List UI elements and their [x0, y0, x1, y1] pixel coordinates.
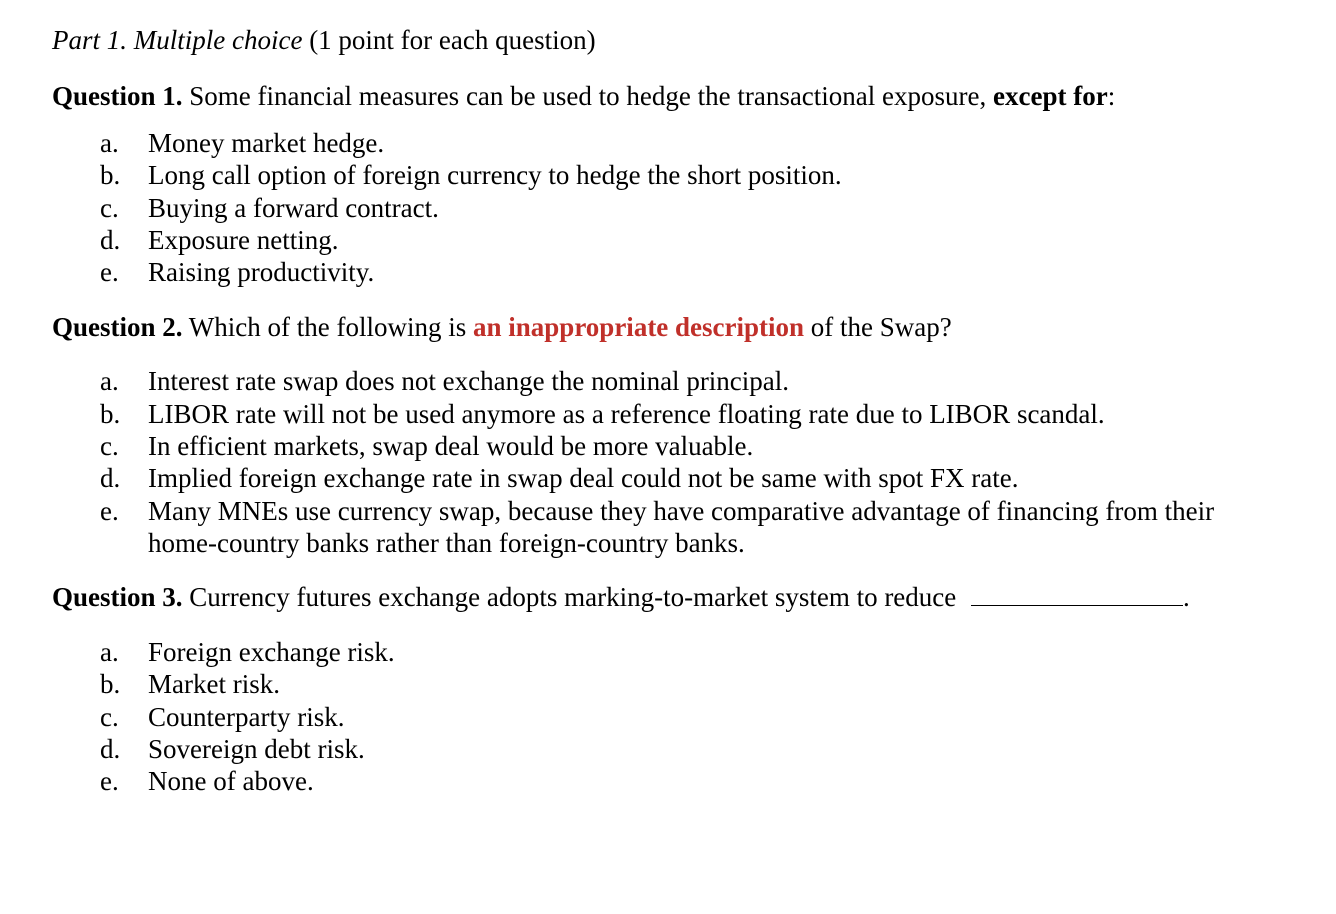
- question-emphasis: except for: [993, 81, 1108, 112]
- question-text: Which of the following is: [188, 311, 467, 342]
- question-text: Some financial measures can be used to hedge the transactional exposure,: [189, 81, 987, 112]
- points-note: (1 point for each question): [309, 25, 596, 55]
- option-letter: c.: [100, 430, 119, 461]
- question-emphasis: an inappropriate description: [473, 311, 805, 342]
- option-letter: a.: [100, 366, 119, 397]
- option-text: Interest rate swap does not exchange the nominal principal.: [148, 366, 790, 397]
- option-text: Market risk.: [148, 669, 280, 700]
- option-letter: d.: [100, 734, 121, 765]
- option-text: In efficient markets, swap deal would be more valuable.: [148, 430, 754, 461]
- question-2: [52, 311, 1336, 343]
- question-1-options: [52, 127, 1336, 289]
- question-text: Currency futures exchange adopts marking-to-market system to reduce: [189, 582, 957, 613]
- part-title: Part 1. Multiple choice: [52, 25, 303, 55]
- question-2-options: [52, 365, 1336, 559]
- option-letter: a.: [100, 127, 119, 158]
- option-text: Many MNEs use currency swap, because they have comparative advantage of financing from their home-country banks rather than foreign-country banks.: [148, 495, 1215, 559]
- question-text-after: of the Swap?: [810, 311, 952, 342]
- question-1: [52, 80, 1336, 112]
- option-text: Counterparty risk.: [148, 701, 345, 732]
- option-text: Raising productivity.: [148, 257, 375, 288]
- option-item: [96, 701, 1336, 733]
- option-item: [96, 495, 1336, 560]
- option-item: [96, 430, 1336, 462]
- option-item: [96, 636, 1336, 668]
- option-letter: b.: [100, 398, 121, 429]
- option-item: [96, 365, 1336, 397]
- option-item: [96, 765, 1336, 797]
- question-text-after: :: [1107, 81, 1116, 112]
- option-text: Sovereign debt risk.: [148, 734, 365, 765]
- option-text: None of above.: [148, 766, 314, 797]
- option-letter: a.: [100, 636, 119, 667]
- question-label: Question 2.: [52, 311, 183, 342]
- option-letter: c.: [100, 701, 119, 732]
- option-item: [96, 668, 1336, 700]
- option-text: LIBOR rate will not be used anymore as a reference floating rate due to LIBOR scandal.: [148, 398, 1105, 429]
- question-3-options: [52, 636, 1336, 798]
- option-letter: c.: [100, 192, 119, 223]
- option-letter: d.: [100, 463, 121, 494]
- option-text: Exposure netting.: [148, 224, 339, 255]
- option-item: [96, 398, 1336, 430]
- option-item: [96, 159, 1336, 191]
- option-letter: b.: [100, 669, 121, 700]
- option-letter: e.: [100, 257, 119, 288]
- option-item: [96, 224, 1336, 256]
- option-item: [96, 462, 1336, 494]
- option-letter: e.: [100, 766, 119, 797]
- option-text: Buying a forward contract.: [148, 192, 439, 223]
- option-item: [96, 127, 1336, 159]
- option-item: [96, 256, 1336, 288]
- option-letter: b.: [100, 160, 121, 191]
- question-3: [52, 581, 1336, 613]
- option-text: Money market hedge.: [148, 127, 385, 158]
- option-text: Implied foreign exchange rate in swap deal could not be same with spot FX rate.: [148, 463, 1019, 494]
- question-text-after: .: [1183, 582, 1190, 613]
- question-label: Question 3.: [52, 582, 183, 613]
- option-item: [96, 192, 1336, 224]
- part-header: [52, 24, 1336, 56]
- option-item: [96, 733, 1336, 765]
- option-letter: d.: [100, 224, 121, 255]
- option-letter: e.: [100, 495, 119, 526]
- question-label: Question 1.: [52, 81, 183, 112]
- option-text: Long call option of foreign currency to hedge the short position.: [148, 160, 842, 191]
- option-text: Foreign exchange risk.: [148, 636, 395, 667]
- answer-blank[interactable]: [971, 583, 1183, 606]
